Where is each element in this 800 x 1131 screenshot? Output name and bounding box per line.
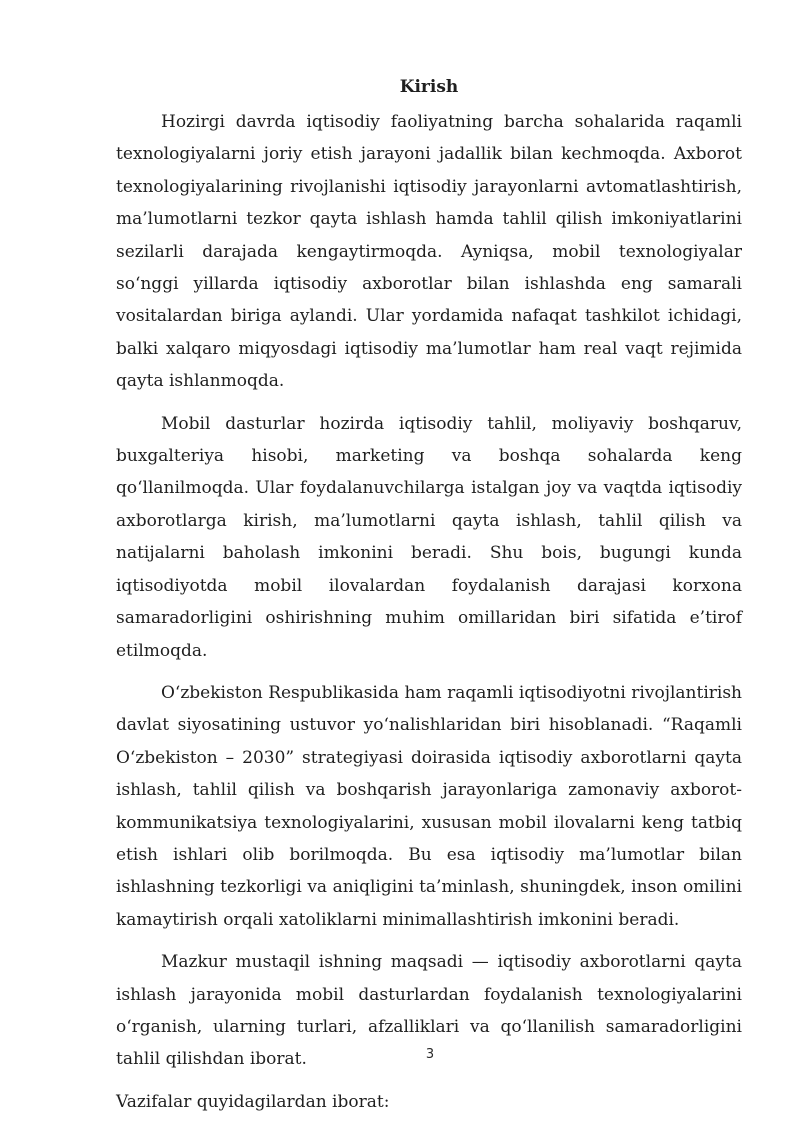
section-title: Kirish (399, 77, 459, 97)
tasks-intro: Vazifalar quyidagilardan iborat: (116, 1091, 390, 1112)
paragraph-mobile-apps: Mobil dasturlar hozirda iqtisodiy tahlil, moliyaviy boshqaruv, buxgalteriya hisobi, marketing va boshqa sohalarda keng qo‘llanilmoqda. Ular foydalanuvchilarga istalgan joy va vaqtda iqtisodiy axborotlarga kirish, ma’lumotlarni qayta ishlash, tahlil qilish va natijalarni baholash imkonini beradi. Shu bois, bugungi kunda iqtisodiyotda mobil ilovalardan foydalanish darajasi korxona samaradorligini oshirishning muhim omillaridan biri sifatida e’tirof etilmoqda. (116, 413, 742, 661)
paragraph-uzbekistan: O‘zbekiston Respublikasida ham raqamli iqtisodiyotni rivojlantirish davlat siyosatining ustuvor yo‘nalishlaridan biri hisoblanadi. “Raqamli O‘zbekiston – 2030” strategiyasi doirasida iqtisodiy axborotlarni qayta ishlash, tahlil qilish va boshqarish jarayonlariga zamonaviy axborot-kommunikatsiya texnologiyalarini, xususan mobil ilovalarni keng tatbiq etish ishlari olib borilmoqda. Bu esa iqtisodiy ma’lumotlar bilan ishlashning tezkorligi va aniqligini ta’minlash, shuningdek, inson omilini kamaytirish orqali xatoliklarni minimallashtirish imkonini beradi. (116, 682, 742, 930)
paragraph-intro: Hozirgi davrda iqtisodiy faoliyatning barcha sohalarida raqamli texnologiyalarni joriy etish jarayoni jadallik bilan kechmoqda. Axborot texnologiyalarining rivojlanishi iqtisodiy jarayonlarni avtomatlashtirish, ma’lumotlarni tezkor qayta ishlash hamda tahlil qilish imkoniyatlarini sezilarli darajada kengaytirmoqda. Ayniqsa, mobil texnologiyalar so‘nggi yillarda iqtisodiy axborotlar bilan ishlashda eng samarali vositalardan biriga aylandi. Ular yordamida nafaqat tashkilot ichidagi, balki xalqaro miqyosdagi iqtisodiy ma’lumotlar ham real vaqt rejimida qayta ishlanmoqda. (116, 112, 742, 392)
document-body (116, 76, 742, 1118)
page-number: 3 (425, 1047, 435, 1062)
paragraph-goal: Mazkur mustaqil ishning maqsadi — iqtisodiy axborotlarni qayta ishlash jarayonida mobil dasturlardan foydalanish texnologiyalarini o‘rganish, ularning turlari, afzalliklari va qo‘llanilish samaradorligini tahlil qilishdan iborat. (116, 952, 742, 1070)
